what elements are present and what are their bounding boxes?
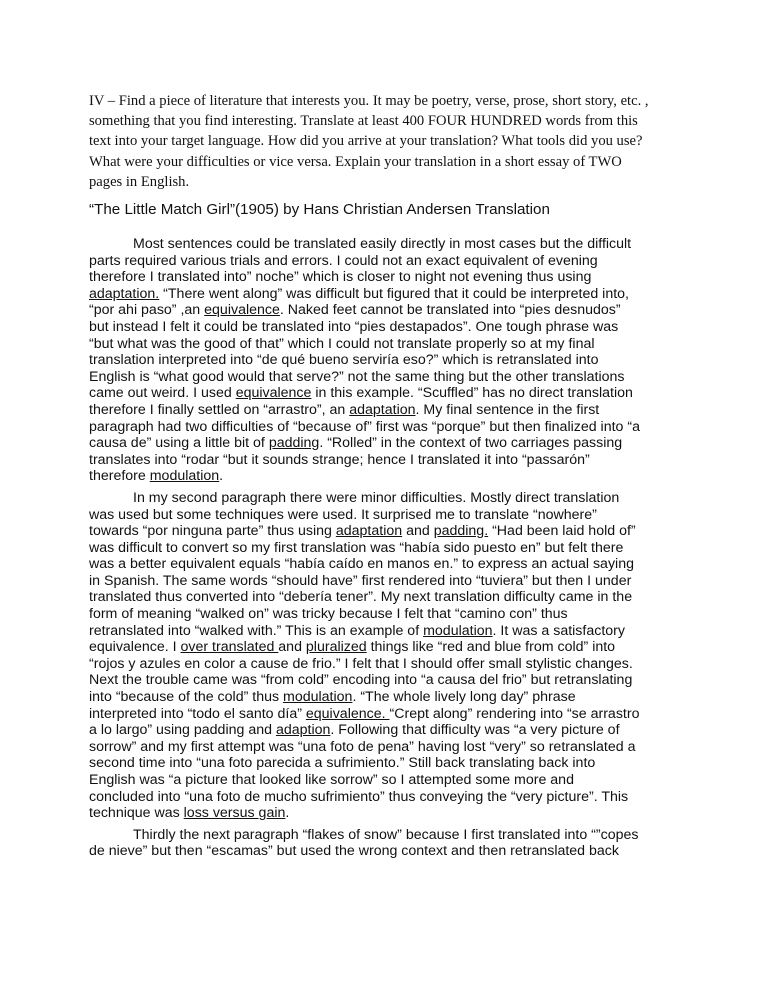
paragraph-line: was a better equivalent equals “había caído en manos en.” to express an actual saying — [89, 556, 634, 573]
technique-term: modulation — [423, 622, 493, 639]
technique-term: pluralized — [305, 639, 367, 656]
line-text: things like “red and blue from cold” into — [366, 639, 616, 656]
technique-term: over translated — [180, 639, 279, 656]
line-text: therefore — [89, 468, 150, 485]
assignment-line: something that you find interesting. Translate at least 400 FOUR HUNDRED words from this — [89, 113, 638, 130]
line-text: and — [402, 523, 434, 540]
technique-term: adaptation — [349, 401, 416, 418]
paragraph-line: English is “what good would that serve?” not the same thing but the other translations — [89, 368, 625, 385]
technique-term: adaption — [275, 722, 331, 739]
line-text: . — [285, 805, 290, 822]
paragraph-line: therefore I translated into” noche” which is closer to night not evening thus using — [89, 269, 592, 286]
paragraph-line — [89, 805, 689, 822]
technique-term: equivalence — [204, 302, 280, 319]
paragraph-line: form of meaning “walked on” was tricky because I felt that “camino con” thus — [89, 606, 568, 623]
line-text: . “The whole lively long day” phrase — [352, 689, 576, 706]
paragraph-line — [89, 468, 689, 485]
line-text: a lo largo” using padding and — [89, 722, 276, 739]
paragraph-line — [89, 689, 689, 706]
paragraph-line: paragraph had two difficulties of “because of” first was “porque” but then finalized into “a — [89, 418, 640, 435]
line-text: interpreted into “todo el santo día” — [89, 705, 306, 722]
paragraph-line: de nieve” but then “escamas” but used the wrong context and then retranslated back — [89, 843, 619, 860]
line-text: . “Rolled” in the context of two carriages passing — [319, 435, 623, 452]
technique-term: adaptation. — [89, 285, 160, 302]
line-text: “por ahi paso” ,an — [89, 302, 205, 319]
line-text: “There went along” was difficult but figured that it could be interpreted into, — [159, 285, 629, 302]
paragraph-line: but instead I felt it could be translated into “pies destapados”. One tough phrase was — [89, 318, 619, 335]
line-text: in this example. “Scuffled” has no direct translation — [311, 385, 633, 402]
line-text: therefore I finally settled on “arrastro”, an — [89, 401, 350, 418]
line-text: . Naked feet cannot be translated into “pies desnudos” — [279, 302, 621, 319]
assignment-line: What were your difficulties or vice versa. Explain your translation in a short essay of TWO — [89, 153, 622, 170]
paragraph-line — [89, 286, 689, 303]
line-text: into “because of the cold” thus — [89, 689, 284, 706]
essay-title: “The Little Match Girl”(1905) by Hans Christian Andersen Translation — [89, 201, 550, 218]
line-text: and — [278, 639, 306, 656]
paragraph-line — [89, 385, 689, 402]
paragraph-line: Thirdly the next paragraph “flakes of snow” because I first translated into “”copes — [133, 826, 639, 843]
paragraph-line: in Spanish. The same words “should have” first rendered into “tuviera” but then I under — [89, 572, 632, 589]
paragraph-line: translated thus converted into “debería tener”. My next translation difficulty came in the — [89, 589, 633, 606]
paragraph-line: English was “a picture that looked like sorrow” so I attempted some more and — [89, 772, 574, 788]
assignment-line: IV – Find a piece of literature that interests you. It may be poetry, verse, prose, short story, etc. , — [89, 93, 649, 109]
line-text: causa de” using a little bit of — [89, 435, 269, 452]
line-text: . Following that difficulty was “a very picture of — [330, 722, 620, 739]
technique-term: equivalence. — [305, 705, 390, 722]
line-text: technique was — [89, 805, 184, 822]
technique-term: loss versus gain — [183, 805, 286, 822]
line-text: retranslated into “walked with.” This is an example of — [89, 622, 424, 639]
line-text: “Had been laid hold of” — [488, 523, 636, 540]
paragraph-line — [89, 435, 689, 452]
technique-term: modulation — [149, 468, 220, 485]
paragraph-line — [89, 623, 689, 640]
assignment-line: pages in English. — [89, 173, 190, 190]
technique-term: padding — [268, 435, 320, 452]
paragraph-line: second time into “una foto parecida a sufrimiento.” Still back translating back into — [89, 755, 596, 772]
paragraph-line — [89, 706, 689, 723]
technique-term: adaptation — [335, 523, 403, 540]
paragraph-line: In my second paragraph there were minor difficulties. Mostly direct translation — [133, 489, 620, 506]
paragraph-line: parts required various trials and errors. I could not an exact equivalent of evening — [89, 252, 598, 269]
technique-term: equivalence — [235, 385, 312, 402]
paragraph-line: “rojos y azules en color a cause de frio.” I felt that I should offer small stylistic changes. — [89, 655, 633, 672]
paragraph-line — [89, 402, 689, 419]
paragraph-line: sorrow” and my first attempt was “una foto de pena” having lost “very” so retranslated a — [89, 738, 636, 755]
paragraph-line: was difficult to convert so my first translation was “había sido puesto en” but felt there — [89, 539, 624, 556]
paragraph-line: translation interpreted into “de qué bueno serviría eso?” which is retranslated into — [89, 352, 599, 369]
essay-body — [89, 236, 689, 860]
assignment-line: text into your target language. How did you arrive at your translation? What tools did you use? — [89, 133, 643, 150]
assignment-prompt — [89, 91, 679, 192]
paragraph-line — [89, 722, 689, 739]
technique-term: padding. — [433, 523, 489, 540]
line-text: “Crept along” rendering into “se arrastro — [389, 705, 640, 722]
line-text: . — [219, 468, 224, 485]
paragraph-line — [89, 639, 689, 656]
paragraph-line: concluded into “una foto de mucho sufrimiento” thus conveying the “very picture”. This — [89, 788, 629, 805]
line-text: equivalence. I — [89, 639, 181, 656]
line-text: . It was a satisfactory — [492, 622, 625, 639]
line-text: . My final sentence in the first — [415, 401, 600, 418]
line-text: towards “por ninguna parte” thus using — [89, 523, 336, 540]
paragraph-line: was used but some techniques were used. It surprised me to translate “nowhere” — [89, 506, 597, 523]
technique-term: modulation — [283, 689, 353, 706]
paragraph-line: translates into “rodar “but it sounds strange; hence I translated it into “passarón” — [89, 451, 590, 468]
paragraph-line: “but what was the good of that” which I could not translate properly so at my final — [89, 335, 595, 352]
paragraph-line — [89, 302, 689, 319]
line-text: came out weird. I used — [89, 385, 236, 402]
paragraph-line — [89, 523, 689, 540]
paragraph-line: Next the trouble came was “from cold” encoding into “a causa del frio” but retranslating — [89, 672, 633, 689]
paragraph-line: Most sentences could be translated easily directly in most cases but the difficult — [133, 236, 632, 252]
